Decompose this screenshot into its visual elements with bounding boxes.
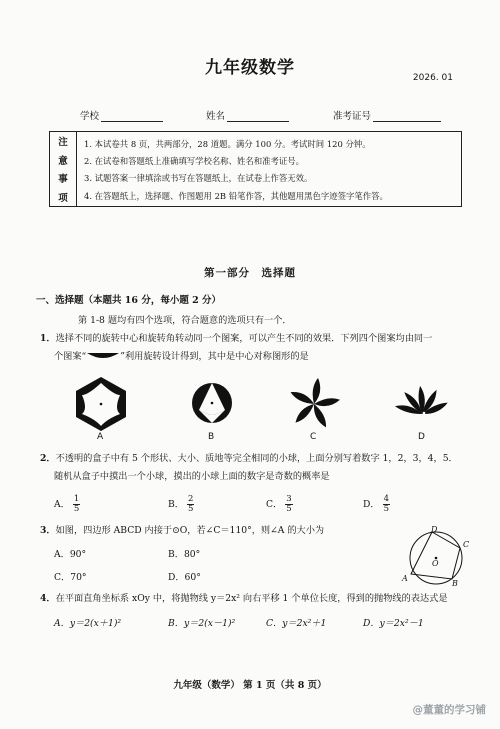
figure-d-fan-pattern-icon bbox=[394, 380, 450, 422]
question-2: 2．不透明的盒子中有 5 个形状、大小、质地等完全相同的小球，上面分别写着数字 1，2，3，4，5． 随机从盒子中摸出一个小球，摸出的小球上面的数字是奇数的概率是 bbox=[40, 450, 470, 486]
question-4: 4．在平面直角坐标系 xOy 中，将抛物线 y＝2x² 向右平移 1 个单位长度，得到的抛物线的表达式是 bbox=[40, 593, 448, 604]
notice-item: 1. 本试卷共 8 页，共两部分，28 道题。满分 100 分。考试时间 120 分钟。 bbox=[84, 139, 371, 149]
school-label: 学校 bbox=[80, 111, 100, 122]
figure-a-label: A bbox=[97, 432, 104, 442]
q3-label-o: O bbox=[432, 559, 439, 568]
notice-item: 2. 在试卷和答题纸上准确填写学校名称、姓名和准考证号。 bbox=[84, 156, 305, 167]
page-footer: 九年级（数学） 第 1 页（共 8 页） bbox=[173, 680, 327, 691]
q2-line1: 不透明的盒子中有 5 个形状、大小、质地等完全相同的小球，上面分别写着数字 1，2，3，4，5． bbox=[55, 453, 458, 464]
question-1: 1．选择不同的旋转中心和旋转角转动同一个图案，可以产生不同的效果．下列四个图案均由同一 个图案“ ”利用旋转设计得到，其中是中心对称图形的是 bbox=[40, 333, 433, 362]
q3-option-b: B．80° bbox=[168, 549, 201, 560]
exam-id-field bbox=[333, 108, 441, 122]
part-heading: 一、选择题（本题共 16 分，每小题 2 分） bbox=[36, 295, 222, 306]
school-field bbox=[80, 108, 163, 122]
figure-b-label: B bbox=[208, 432, 215, 442]
figure-c-pinwheel-pattern-icon bbox=[286, 375, 342, 433]
watermark: @董董的学习铺 bbox=[412, 704, 486, 716]
q2-option-b: B． $\frac{2}{5}$ bbox=[168, 494, 194, 514]
notice-item: 4. 在答题纸上，选择题、作图题用 2B 铅笔作答，其他题用黑色字迹签字笔作答。 bbox=[84, 190, 388, 201]
exam-id-blank bbox=[373, 111, 441, 122]
exam-title: 九年级数学 bbox=[205, 58, 295, 78]
figure-b-circle-pattern-icon bbox=[190, 377, 234, 429]
section-title: 第一部分 选择题 bbox=[204, 267, 296, 279]
fan-shape-icon bbox=[86, 352, 120, 361]
name-field bbox=[206, 108, 289, 122]
name-label: 姓名 bbox=[206, 111, 226, 122]
figure-d-label: D bbox=[418, 432, 425, 442]
q4-option-d: D．y＝2x²－1 bbox=[363, 618, 424, 629]
q3-text: 如图，四边形 ABCD 内接于⊙O，若∠C＝110°，则∠A 的大小为 bbox=[55, 525, 325, 536]
q2-option-c: C． $\frac{3}{5}$ bbox=[266, 494, 292, 514]
figure-a-hexagon-pattern-icon bbox=[70, 375, 132, 433]
notice-heading: 注 意 事 项 bbox=[50, 132, 77, 206]
q3-label-c: C bbox=[463, 540, 470, 549]
figure-c-label: C bbox=[310, 432, 317, 442]
q4-option-a: A．y＝2(x＋1)² bbox=[54, 618, 122, 629]
q3-circle-figure bbox=[396, 526, 476, 588]
exam-id-label: 准考证号 bbox=[333, 111, 372, 122]
notice-box bbox=[49, 131, 462, 207]
q4-text: 在平面直角坐标系 xOy 中，将抛物线 y＝2x² 向右平移 1 个单位长度，得到的抛物线的表达式是 bbox=[55, 593, 448, 604]
q3-option-c: C．70° bbox=[54, 572, 87, 583]
question-3: 3．如图，四边形 ABCD 内接于⊙O，若∠C＝110°，则∠A 的大小为 bbox=[40, 525, 325, 536]
q3-label-a: A bbox=[402, 574, 408, 583]
name-blank bbox=[227, 111, 289, 122]
q4-option-c: C．y＝2x²＋1 bbox=[266, 618, 327, 629]
q3-label-b: B bbox=[452, 579, 458, 588]
exam-date: 2026. 01 bbox=[412, 73, 453, 83]
q3-option-d: D．60° bbox=[168, 572, 201, 583]
notice-items bbox=[84, 136, 457, 205]
school-blank bbox=[101, 111, 163, 122]
q4-option-b: B．y＝2(x－1)² bbox=[168, 618, 236, 629]
q1-line1: 选择不同的旋转中心和旋转角转动同一个图案，可以产生不同的效果．下列四个图案均由同一 bbox=[55, 333, 433, 344]
notice-item: 3. 试题答案一律填涂或书写在答题纸上，在试卷上作答无效。 bbox=[84, 173, 313, 184]
q2-line2: 随机从盒子中摸出一个小球，摸出的小球上面的数字是奇数的概率是 bbox=[54, 471, 330, 482]
part-instruction: 第 1-8 题均有四个选项，符合题意的选项只有一个． bbox=[78, 315, 292, 326]
q2-option-d: D． $\frac{4}{5}$ bbox=[363, 494, 389, 514]
q2-option-a: A． $\frac{1}{5}$ bbox=[54, 494, 80, 514]
q3-option-a: A．90° bbox=[54, 549, 87, 560]
q3-label-d: D bbox=[431, 525, 438, 534]
